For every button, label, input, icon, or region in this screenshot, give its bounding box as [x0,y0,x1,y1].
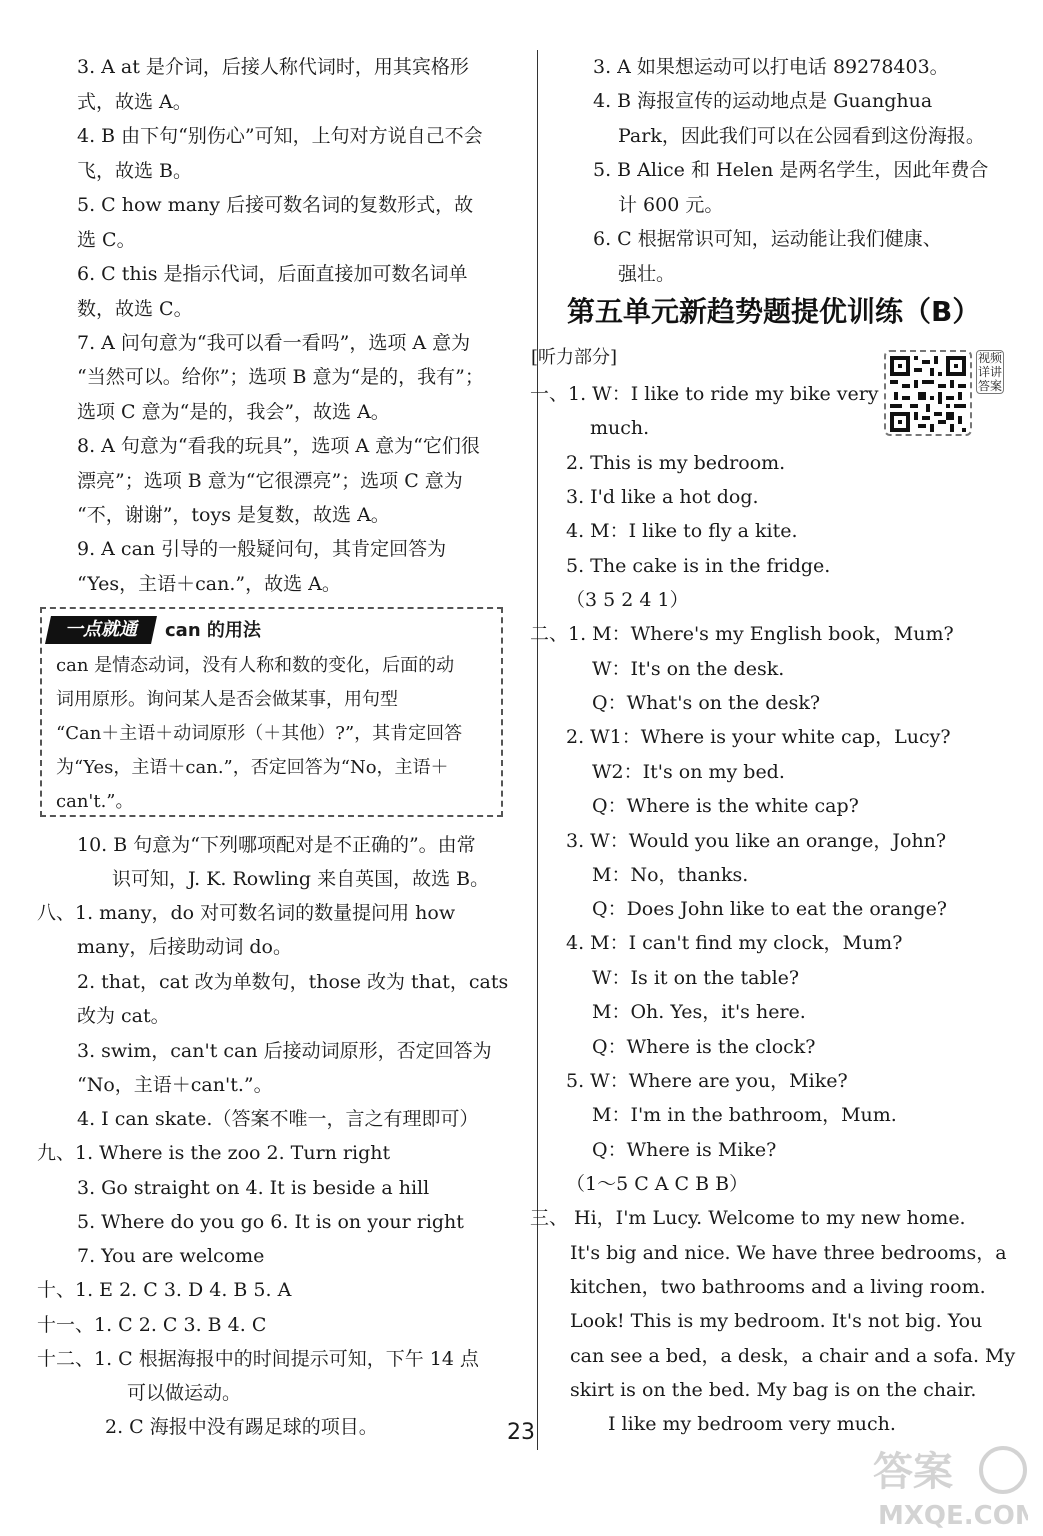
text-line: kitchen，two bathrooms and a living room. [570,1276,986,1298]
text-line: 7. You are welcome [77,1245,265,1267]
tip-line: can 是情态动词，没有人称和数的变化，后面的动 [56,655,455,676]
text-line: “No，主语＋can't.”。 [77,1074,273,1096]
text-line: 计 600 元。 [618,194,724,216]
text-line: M：I'm in the bathroom，Mum. [592,1104,897,1126]
text-line: 2. This is my bedroom. [566,452,786,474]
text-line: Q：Does John like to eat the orange? [592,898,947,920]
text-line: 十一、1. C 2. C 3. B 4. C [37,1314,267,1336]
text-line: 3. A at 是介词，后接人称代词时，用其宾格形 [77,56,469,78]
tip-line: can't.”。 [56,791,134,812]
text-line: Park，因此我们可以在公园看到这份海报。 [618,125,985,147]
column-divider [537,50,538,1450]
text-line: It's big and nice. We have three bedrooms，a [570,1242,1007,1264]
text-line: Look! This is my bedroom. It's not big. You [570,1310,983,1332]
text-line: W：It's on the desk. [592,658,785,680]
text-line: 7. A 问句意为“我可以看一看吗”，选项 A 意为 [77,332,471,354]
text-line: 3. A 如果想运动可以打电话 89278403。 [593,56,949,78]
text-line: 飞，故选 B。 [77,160,193,182]
tip-box [40,607,503,817]
text-line: W：Is it on the table? [592,967,800,989]
text-line: 十二、1. C 根据海报中的时间提示可知，下午 14 点 [37,1348,480,1370]
text-line: 3. swim，can't can 后接动词原形，否定回答为 [77,1040,492,1062]
text-line: 2. W1：Where is your white cap，Lucy? [566,726,951,748]
text-line: Q：What's on the desk? [592,692,821,714]
text-line: 2. C 海报中没有踢足球的项目。 [105,1416,378,1438]
text-line: much. [590,417,650,439]
text-line: 9. A can 引导的一般疑问句，其肯定回答为 [77,538,447,560]
tip-tag: 一点就通 [45,616,157,644]
tip-line: 为“Yes，主语＋can.”，否定回答为“No，主语＋ [56,757,449,778]
text-line: 5. The cake is in the fridge. [566,555,831,577]
text-line: “当然可以。给你”；选项 B 意为“是的，我有”； [77,366,484,388]
text-line: 5. B Alice 和 Helen 是两名学生，因此年费合 [593,159,989,181]
text-line: Q：Where is Mike? [592,1139,777,1161]
text-line: （1～5 C A C B B） [566,1173,749,1195]
text-line: 可以做运动。 [127,1382,242,1404]
text-line: （3 5 2 4 1） [566,589,689,611]
text-line: 一、1. W：I like to ride my bike very [530,383,879,405]
text-line: M：Oh. Yes，it's here. [592,1001,806,1023]
text-line: “不，谢谢”，toys 是复数，故选 A。 [77,504,390,526]
text-line: Q：Where is the clock? [592,1036,816,1058]
text-line: 10. B 句意为“下列哪项配对是不正确的”。由常 [77,834,476,856]
text-line: Q：Where is the white cap? [592,795,859,817]
text-line: 数，故选 C。 [77,298,193,320]
section-title: 第五单元新趋势题提优训练（B） [567,295,981,328]
text-line: 选 C。 [77,229,136,251]
listening-label: [听力部分] [531,347,618,368]
text-line: 2. that，cat 改为单数句，those 改为 that，cats [77,971,509,993]
tip-title: can 的用法 [165,620,261,641]
text-line: M：No，thanks. [592,864,749,886]
tip-line: “Can＋主语＋动词原形（＋其他）?”，其肯定回答 [56,723,463,744]
tip-line: 词用原形。询问某人是否会做某事，用句型 [56,689,398,710]
text-line: 3. W：Would you like an orange，John? [566,830,947,852]
text-line: “Yes，主语＋can.”，故选 A。 [77,573,341,595]
text-line: 九、1. Where is the zoo 2. Turn right [37,1142,391,1164]
text-line: I like my bedroom very much. [608,1413,896,1435]
text-line: 8. A 句意为“看我的玩具”，选项 A 意为“它们很 [77,435,480,457]
text-line: 6. C 根据常识可知，运动能让我们健康、 [593,228,942,250]
svg-text:答案: 答案 [873,1449,953,1495]
text-line: 十、1. E 2. C 3. D 4. B 5. A [37,1279,292,1301]
text-line: skirt is on the bed. My bag is on the chair. [570,1379,977,1401]
qr-label: 视频详讲答案 [977,351,1002,393]
text-line: 选项 C 意为“是的，我会”，故选 A。 [77,401,390,423]
text-line: can see a bed，a desk，a chair and a sofa. My [570,1345,1016,1367]
text-line: 4. B 海报宣传的运动地点是 Guanghua [593,90,933,112]
text-line: W2：It's on my bed. [592,761,785,783]
svg-text:MXQE.COM: MXQE.COM [878,1501,1028,1530]
text-line: many，后接助动词 do。 [77,936,292,958]
watermark [868,1440,1028,1530]
text-line: 识可知，J. K. Rowling 来自英国，故选 B。 [112,868,490,890]
text-line: 5. Where do you go 6. It is on your right [77,1211,464,1233]
text-line: 4. M：I like to fly a kite. [566,520,798,542]
qr-code[interactable] [884,350,972,436]
text-line: 6. C this 是指示代词，后面直接加可数名词单 [77,263,468,285]
text-line: 二、1. M：Where's my English book，Mum? [530,623,954,645]
text-line: 三、 Hi，I'm Lucy. Welcome to my new home. [530,1207,966,1229]
text-line: 4. I can skate.（答案不唯一，言之有理即可） [77,1108,479,1130]
text-line: 4. B 由下句“别伤心”可知，上句对方说自己不会 [77,125,483,147]
text-line: 3. Go straight on 4. It is beside a hill [77,1177,430,1199]
text-line: 3. I'd like a hot dog. [566,486,759,508]
text-line: 强壮。 [618,263,676,285]
text-line: 5. C how many 后接可数名词的复数形式，故 [77,194,474,216]
text-line: 改为 cat。 [77,1005,170,1027]
text-line: 八、1. many，do 对可数名词的数量提问用 how [37,902,456,924]
text-line: 漂亮”；选项 B 意为“它很漂亮”；选项 C 意为 [77,470,463,492]
text-line: 4. M：I can't find my clock，Mum? [566,932,903,954]
text-line: 5. W：Where are you，Mike? [566,1070,848,1092]
page-number: 23 [507,1420,535,1445]
qr-icon [890,356,966,432]
watermark-logo-icon [868,1440,1028,1530]
text-line: 式，故选 A。 [77,91,192,113]
